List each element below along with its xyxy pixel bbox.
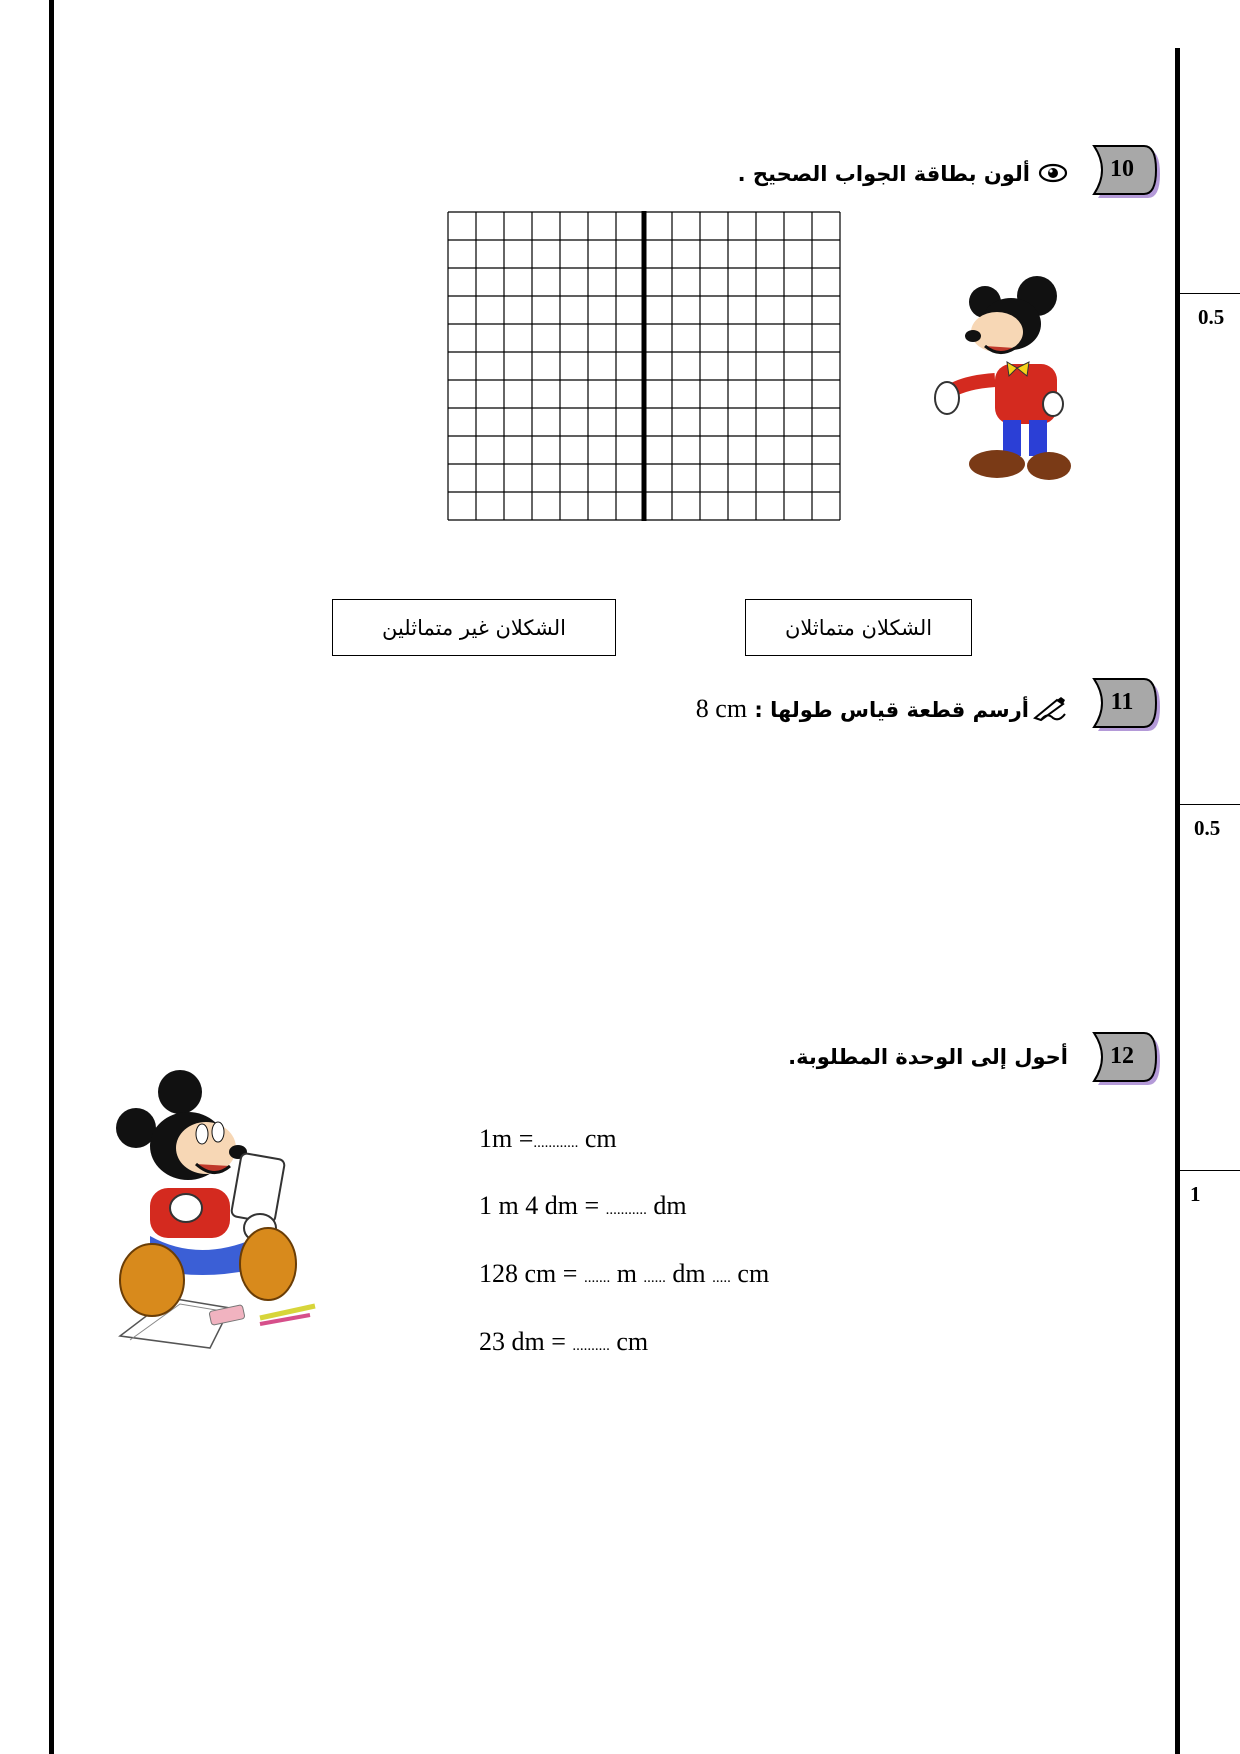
left-margin-rule [49,0,54,1754]
score-q12: 1 [1190,1182,1201,1206]
score-divider [1178,804,1240,805]
score-q10: 0.5 [1198,305,1225,329]
question-11-text [696,694,1067,727]
eye-icon [1038,163,1068,188]
answer-card-label: الشكلان متماثلان [784,615,933,640]
conversion-line-1: 1m =............ cm [479,1124,617,1153]
question-10-instruction: ألون بطاقة الجواب الصحيح . [737,162,1030,186]
right-margin-rule [1175,48,1180,1754]
symmetry-grid [447,211,842,522]
question-12-text: أحول إلى الوحدة المطلوبة. [788,1045,1068,1069]
question-number-badge [1080,142,1164,202]
question-number: 12 [1110,1043,1134,1069]
mickey-drawing-illustration [110,1068,340,1358]
question-number-badge [1080,1029,1164,1089]
writing-hand-icon [1033,696,1067,727]
score-q11: 0.5 [1194,816,1221,840]
question-number: 11 [1110,689,1134,715]
measure-value: 8 cm [695,694,748,723]
question-number: 10 [1110,156,1134,182]
answer-card-not-symmetric[interactable] [332,599,616,656]
conversion-line-3: 128 cm = ....... m ...... dm ..... cm [479,1259,770,1288]
score-divider [1178,1170,1240,1171]
question-10-text [738,162,1068,188]
mickey-mouse-illustration [925,272,1080,492]
conversion-line-4: 23 dm = .......... cm [479,1327,649,1356]
answer-card-symmetric[interactable] [745,599,972,656]
question-11-instruction: أرسم قطعة قياس طولها : [754,698,1029,722]
question-number-badge [1080,675,1164,735]
conversion-line-2: 1 m 4 dm = ........... dm [479,1191,687,1220]
answer-card-label: الشكلان غير متماثلين [381,615,567,640]
score-divider [1178,293,1240,294]
